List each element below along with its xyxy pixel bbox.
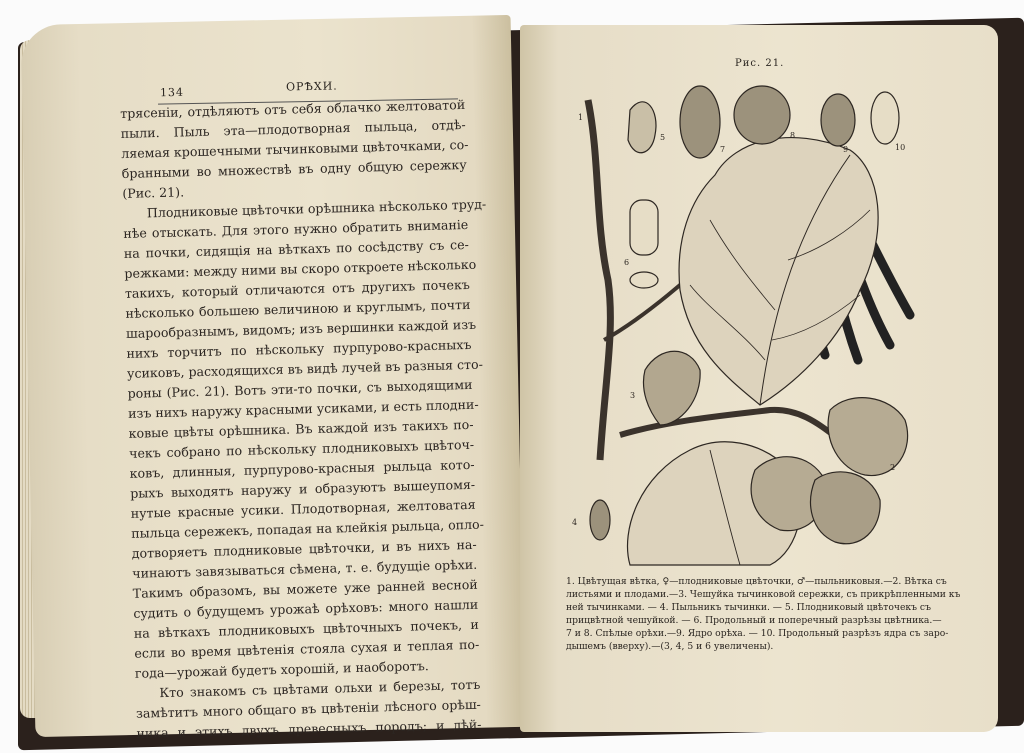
text-line: ковые цвѣты орѣшника. Въ каждой изъ такихъ по-	[128, 416, 474, 441]
text-line: Плодниковые цвѣточки орѣшника нѣсколько труд-	[146, 196, 487, 221]
anther-figure	[590, 500, 610, 540]
text-line: роны (Рис. 21). Вотъ эти-то почки, съ выходящими	[127, 376, 473, 401]
page-number: 134	[159, 85, 185, 100]
text-line: пыли. Пыль эта—плодотворная пыльца, отдѣ-	[120, 116, 466, 141]
leaf	[679, 138, 878, 405]
text-line: такихъ, который отличаются отъ другихъ почекъ	[124, 276, 471, 301]
kernel-figure	[821, 94, 855, 146]
catkin-scale-figure	[643, 351, 700, 425]
caption-line: прицвѣтной чешуйкой. — 6. Продольный и поперечный разрѣзы цвѣтника.—	[566, 615, 942, 626]
figure-caption	[566, 575, 966, 653]
figure-number: 8	[790, 131, 796, 140]
caption-line: 1. Цвѣтущая вѣтка, ♀—плодниковые цвѣточки, ♂—пыльниковыя.—2. Вѣтка съ	[566, 576, 947, 587]
figure-number: 3	[630, 391, 636, 400]
ovary-section-figure	[630, 200, 658, 255]
text-line: режками: между ними вы скоро откроете нѣсколько	[124, 256, 477, 281]
text-line: если во время цвѣтенія стояла сухая и теплая по-	[134, 636, 480, 661]
text-line: ковъ, длинныя, пурпурово-красныя рыльца кото-	[129, 456, 475, 481]
text-line: на почки, сидящія на вѣткахъ по сосѣдству съ се-	[123, 236, 469, 261]
text-line: на вѣткахъ плодниковыхъ цвѣточныхъ почекъ, и	[133, 616, 479, 641]
kernel-section-figure	[871, 92, 899, 144]
hazel-illustration	[560, 80, 970, 570]
caption-line: дышемъ (вверху).—(3, 4, 5 и 6 увеличены).	[566, 641, 774, 652]
text-line: чекъ собрано по нѣскольку плодниковыхъ цвѣточ-	[128, 436, 475, 461]
hazelnut-husk	[828, 398, 908, 476]
text-line: трясеніи, отдѣляютъ отъ себя облачко желтоватой	[120, 96, 466, 121]
hazelnut-figure	[734, 86, 790, 144]
figure-number: 4	[572, 518, 578, 527]
flowering-branch	[588, 100, 610, 460]
text-line: чинаютъ завязываться сѣмена, т. е. будущіе орѣхи.	[132, 556, 478, 581]
caption-line: 7 и 8. Спѣлые орѣхи.—9. Ядро орѣха. — 10. Продольный разрѣзъ ядра съ заро-	[566, 628, 949, 639]
figure-number: 6	[624, 258, 630, 267]
figure-number: 5	[660, 133, 666, 142]
caption-line: листьями и плодами.—3. Чешуйка тычинковой сережки, съ прикрѣпленными къ	[566, 589, 961, 600]
figure-number: 9	[843, 145, 849, 154]
text-line: Кто знакомъ съ цвѣтами ольхи и березы, тотъ	[159, 676, 481, 701]
body-text	[120, 95, 487, 744]
text-line: (Рис. 21).	[122, 184, 185, 201]
text-line: ляемая крошечными тычинковыми цвѣточками, со-	[121, 136, 469, 161]
hazelnut-figure	[680, 86, 720, 158]
text-line: нѣе отыскать. Для этого нужно обратить вниманіе	[123, 216, 469, 241]
text-line: бранными во множествѣ въ одну общую сережку	[121, 156, 467, 181]
text-line: рыхъ выходятъ наружу и образуютъ вышеупомя-	[129, 476, 476, 501]
text-line: судить о будущемъ урожаѣ орѣховъ: много нашли	[133, 596, 479, 621]
running-head: ОРѢХИ.	[285, 79, 338, 94]
text-line: замѣтитъ много общаго въ цвѣтеніи лѣсного орѣш-	[135, 696, 482, 721]
figure-number: 7	[720, 145, 726, 154]
figure-title: Рис. 21.	[735, 58, 785, 69]
text-line: нихъ торчитъ по нѣскольку пурпурово-красныхъ	[126, 336, 472, 361]
caption-line: ней тычинками. — 4. Пыльникъ тычинки. — 5. Плодниковый цвѣточекъ съ	[566, 602, 931, 613]
text-line: ника и этихъ двухъ древесныхъ породъ; и дѣй-	[136, 716, 482, 741]
hazelnut-husk	[811, 472, 881, 544]
text-line: нутые красные усики. Плодотворная, желтоватая	[130, 496, 476, 521]
figure-number: 10	[895, 143, 906, 152]
figure-number: 1	[578, 113, 584, 122]
text-line: пыльца сережекъ, попадая на клейкія рыльца, опло-	[131, 516, 485, 541]
text-line: года—урожай будетъ хорошій, и наоборотъ.	[134, 658, 429, 681]
text-line: усиковъ, расходящихся въ видѣ лучей въ разныя сто-	[126, 356, 484, 381]
text-line: изъ нихъ наружу красными усиками, и есть плодни-	[127, 396, 479, 421]
figure-number: 2	[890, 463, 896, 472]
text-line: Такимъ образомъ, вы можете уже ранней весной	[132, 576, 478, 601]
text-line: нѣсколько большею величиною и круглымъ, почти	[125, 296, 471, 321]
text-line: дотворяетъ плодниковые цвѣточки, и въ нихъ на-	[131, 536, 477, 561]
text-line: шарообразнымъ, видомъ; изъ вершинки каждой изъ	[125, 316, 477, 341]
scale-figure	[628, 102, 656, 153]
